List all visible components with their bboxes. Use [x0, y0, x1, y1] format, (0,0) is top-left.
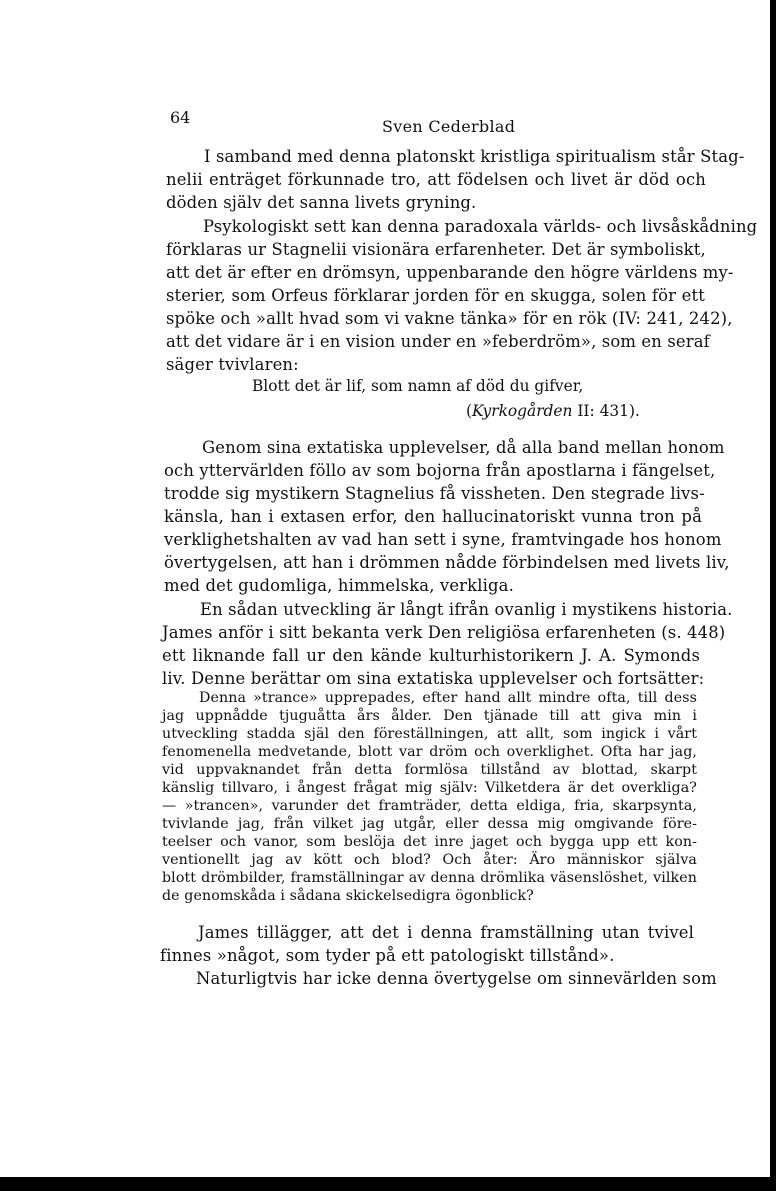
- quotation-line: tvivlande jag, från vilket jag utgår, eller dessa mig omgivande före-: [162, 816, 697, 832]
- paragraph-2-line: att det vidare är i en vision under en »feberdröm», som en seraf: [166, 332, 710, 351]
- paragraph-1-line: nelii enträget förkunnade tro, att födelsen och livet är död och: [166, 170, 706, 189]
- paragraph-4-line: James anför i sitt bekanta verk Den religiösa erfarenheten (s. 448): [162, 623, 726, 642]
- paragraph-2-line: säger tvivlaren:: [166, 355, 299, 374]
- paragraph-1-line: döden själv det sanna livets gryning.: [166, 193, 477, 212]
- running-title: Sven Cederblad: [382, 117, 516, 136]
- paragraph-2-line: spöke och »allt hvad som vi vakne tänka» för en rök (IV: 241, 242),: [166, 309, 733, 328]
- paragraph-4-line: En sådan utveckling är långt ifrån ovanlig i mystikens historia.: [200, 600, 733, 619]
- paragraph-5-line: James tillägger, att det i denna framställning utan tvivel: [198, 923, 694, 942]
- paragraph-2-line: Psykologiskt sett kan denna paradoxala världs- och livsåskådning: [203, 217, 758, 236]
- quotation-line: vid uppvaknandet från detta formlösa tillstånd av blottad, skarpt: [162, 762, 697, 778]
- paragraph-3-line: känsla, han i extasen erfor, den hallucinatoriskt vunna tron på: [164, 507, 702, 526]
- paragraph-6-line: Naturligtvis har icke denna övertygelse om sinnevärlden som: [196, 969, 717, 988]
- paragraph-3-line: och yttervärlden föllo av som bojorna från apostlarna i fängelset,: [164, 461, 716, 480]
- quotation-line: teelser och vanor, som beslöja det inre jaget och bygga upp ett kon-: [162, 834, 697, 850]
- citation-work-title: Kyrkogården: [472, 402, 573, 420]
- quotation-line: de genomskåda i sådana skickelsedigra ögonblick?: [162, 888, 534, 904]
- paragraph-3-line: Genom sina extatiska upplevelser, då alla band mellan honom: [202, 438, 725, 457]
- paragraph-3-line: övertygelsen, att han i drömmen nådde förbindelsen med livets liv,: [164, 553, 730, 572]
- quotation-line: ventionellt jag av kött och blod? Och åter: Äro människor själva: [162, 852, 697, 868]
- paragraph-2-line: förklaras ur Stagnelii visionära erfarenheter. Det är symboliskt,: [166, 240, 706, 259]
- quotation-line: Denna »trance» upprepades, efter hand allt mindre ofta, till dess: [199, 690, 697, 706]
- verse-quote: Blott det är lif, som namn af död du gifver,: [252, 377, 584, 395]
- citation-reference: II: 431).: [572, 402, 640, 420]
- quotation-line: utveckling stadda själ den föreställningen, att allt, som ingick i vårt: [162, 726, 697, 742]
- paragraph-1-line: I samband med denna platonskt kristliga spiritualism står Stag-: [204, 147, 745, 166]
- quotation-line: blott drömbilder, framställningar av denna drömlika väsenslöshet, vilken: [162, 870, 697, 886]
- paragraph-3-line: verklighetshalten av vad han sett i syne, framtvingade hos honom: [164, 530, 722, 549]
- quotation-line: jag uppnådde tjuguåtta års ålder. Den tjänade till att giva min i: [162, 708, 697, 724]
- quotation-line: fenomenella medvetande, blott var dröm och overklighet. Ofta har jag,: [162, 744, 697, 760]
- verse-citation: [466, 402, 640, 420]
- paragraph-2-line: att det är efter en drömsyn, uppenbarande den högre världens my-: [166, 263, 734, 282]
- paragraph-4-line: liv. Denne berättar om sina extatiska upplevelser och fortsätter:: [162, 669, 705, 688]
- page-number: 64: [170, 108, 191, 127]
- paragraph-2-line: sterier, som Orfeus förklarar jorden för en skugga, solen för ett: [166, 286, 705, 305]
- paragraph-3-line: med det gudomliga, himmelska, verkliga.: [164, 576, 514, 595]
- quotation-line: känslig tillvaro, i ångest frågat mig själv: Vilketdera är det overkliga?: [162, 780, 697, 796]
- paragraph-5-line: finnes »något, som tyder på ett patologiskt tillstånd».: [160, 946, 615, 965]
- citation-open: (: [466, 402, 473, 420]
- scan-edge-right: [770, 0, 776, 1191]
- paragraph-4-line: ett liknande fall ur den kände kulturhistorikern J. A. Symonds: [162, 646, 700, 665]
- scan-edge-bottom: [0, 1177, 776, 1191]
- quotation-line: — »trancen», varunder det framträder, detta eldiga, fria, skarpsynta,: [162, 798, 697, 814]
- paragraph-3-line: trodde sig mystikern Stagnelius få vissheten. Den stegrade livs-: [164, 484, 705, 503]
